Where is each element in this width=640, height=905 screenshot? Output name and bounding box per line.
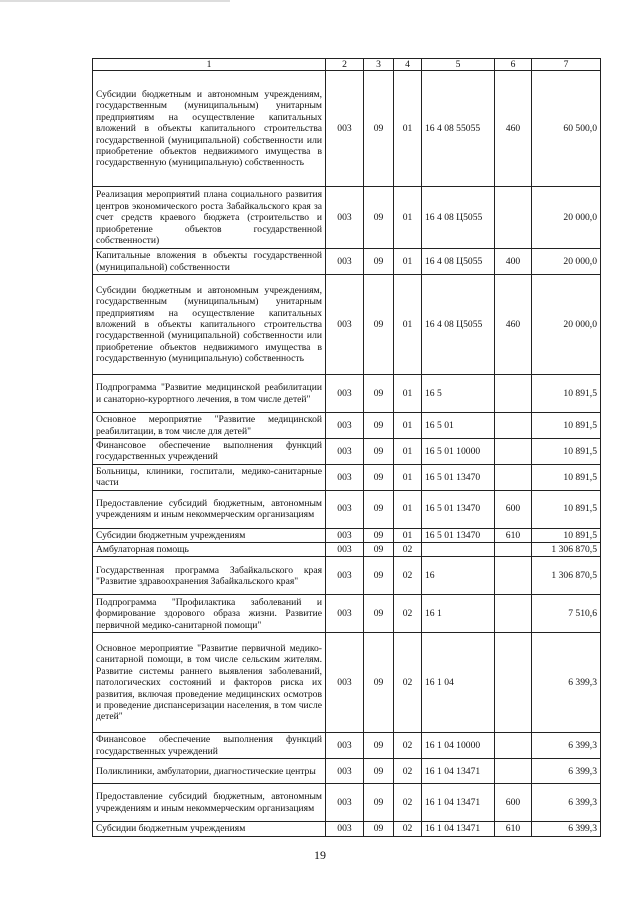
amount: 10 891,5 — [532, 413, 601, 439]
ministry-code: 003 — [326, 543, 364, 557]
expense-type-code — [495, 439, 532, 465]
item-name: Финансовое обеспечение выполнения функций государственных учреждений — [93, 439, 326, 465]
subsection-code: 02 — [394, 633, 422, 733]
table-row — [93, 439, 601, 465]
section-code: 09 — [364, 733, 394, 759]
column-header: 4 — [394, 59, 422, 71]
page-number: 19 — [314, 848, 326, 862]
amount: 6 399,3 — [532, 733, 601, 759]
section-code: 09 — [364, 71, 394, 187]
target-article-code: 16 1 04 — [422, 633, 495, 733]
item-name: Реализация мероприятий плана социального развития центров экономического роста Забайкальского края за счет средств краевого бюджета (строительство и приобретение объектов государственной собственности) — [93, 187, 326, 249]
ministry-code: 003 — [326, 595, 364, 633]
table-row — [93, 733, 601, 759]
amount: 6 399,3 — [532, 759, 601, 784]
amount: 1 306 870,5 — [532, 543, 601, 557]
expense-type-code — [495, 375, 532, 413]
subsection-code: 02 — [394, 543, 422, 557]
section-code: 09 — [364, 784, 394, 822]
subsection-code: 01 — [394, 375, 422, 413]
amount: 6 399,3 — [532, 633, 601, 733]
section-code: 09 — [364, 464, 394, 490]
expense-type-code: 460 — [495, 71, 532, 187]
ministry-code: 003 — [326, 413, 364, 439]
subsection-code: 01 — [394, 528, 422, 542]
column-header: 3 — [364, 59, 394, 71]
amount: 20 000,0 — [532, 187, 601, 249]
subsection-code: 01 — [394, 413, 422, 439]
amount: 10 891,5 — [532, 528, 601, 542]
target-article-code: 16 — [422, 557, 495, 595]
table-row — [93, 275, 601, 375]
table-row — [93, 784, 601, 822]
ministry-code: 003 — [326, 187, 364, 249]
subsection-code: 02 — [394, 822, 422, 836]
target-article-code: 16 5 01 13470 — [422, 528, 495, 542]
item-name: Основное мероприятие "Развитие медицинской реабилитации, в том числе для детей" — [93, 413, 326, 439]
expense-type-code — [495, 633, 532, 733]
expense-type-code: 610 — [495, 822, 532, 836]
section-code: 09 — [364, 822, 394, 836]
section-code: 09 — [364, 528, 394, 542]
item-name: Подпрограмма "Развитие медицинской реабилитации и санаторно-курортного лечения, в том числе детей" — [93, 375, 326, 413]
expense-type-code — [495, 733, 532, 759]
table-row — [93, 464, 601, 490]
table-row — [93, 822, 601, 836]
subsection-code: 01 — [394, 464, 422, 490]
amount: 20 000,0 — [532, 275, 601, 375]
expense-type-code: 600 — [495, 784, 532, 822]
amount: 7 510,6 — [532, 595, 601, 633]
amount: 10 891,5 — [532, 439, 601, 465]
column-header: 2 — [326, 59, 364, 71]
ministry-code: 003 — [326, 733, 364, 759]
target-article-code: 16 1 04 13471 — [422, 759, 495, 784]
item-name: Подпрограмма "Профилактика заболеваний и формирование здорового образа жизни. Развитие первичной медико-санитарной помощи" — [93, 595, 326, 633]
item-name: Субсидии бюджетным и автономным учреждениям, государственным (муниципальным) унитарным предприятиям на осуществление капитальных вложений в объекты капитального строительства государственной (муниципальной) собственности или приобретение объектов недвижимого имущества в государственную (муниципальную) собственность — [93, 71, 326, 187]
table-row — [93, 528, 601, 542]
expense-type-code — [495, 543, 532, 557]
item-name: Основное мероприятие "Развитие первичной медико-санитарной помощи, в том числе сельским жителям. Развитие системы раннего выявления заболеваний, патологических состояний и факторов риска их развития, включая проведение медицинских осмотров и проведение диспансеризации населения, в том числе детей" — [93, 633, 326, 733]
subsection-code: 02 — [394, 784, 422, 822]
table-row — [93, 249, 601, 275]
subsection-code: 01 — [394, 275, 422, 375]
target-article-code: 16 4 08 Ц5055 — [422, 187, 495, 249]
target-article-code: 16 1 04 13471 — [422, 822, 495, 836]
expense-type-code — [495, 413, 532, 439]
section-code: 09 — [364, 490, 394, 528]
target-article-code: 16 5 01 13470 — [422, 490, 495, 528]
item-name: Амбулаторная помощь — [93, 543, 326, 557]
section-code: 09 — [364, 275, 394, 375]
expense-type-code: 610 — [495, 528, 532, 542]
table-row — [93, 595, 601, 633]
ministry-code: 003 — [326, 464, 364, 490]
subsection-code: 02 — [394, 557, 422, 595]
amount: 1 306 870,5 — [532, 557, 601, 595]
table-row — [93, 375, 601, 413]
column-header: 6 — [495, 59, 532, 71]
table-header-row — [93, 59, 601, 71]
ministry-code: 003 — [326, 759, 364, 784]
section-code: 09 — [364, 375, 394, 413]
table-row — [93, 759, 601, 784]
amount: 10 891,5 — [532, 375, 601, 413]
target-article-code: 16 5 — [422, 375, 495, 413]
ministry-code: 003 — [326, 557, 364, 595]
budget-table — [92, 58, 601, 837]
section-code: 09 — [364, 187, 394, 249]
target-article-code: 16 4 08 Ц5055 — [422, 275, 495, 375]
amount: 10 891,5 — [532, 490, 601, 528]
target-article-code: 16 1 04 13471 — [422, 784, 495, 822]
section-code: 09 — [364, 249, 394, 275]
subsection-code: 02 — [394, 759, 422, 784]
expense-type-code — [495, 187, 532, 249]
item-name: Предоставление субсидий бюджетным, автономным учреждениям и иным некоммерческим организациям — [93, 784, 326, 822]
item-name: Поликлиники, амбулатории, диагностические центры — [93, 759, 326, 784]
target-article-code: 16 1 — [422, 595, 495, 633]
target-article-code — [422, 543, 495, 557]
target-article-code: 16 5 01 10000 — [422, 439, 495, 465]
subsection-code: 01 — [394, 249, 422, 275]
column-header: 1 — [93, 59, 326, 71]
item-name: Государственная программа Забайкальского края "Развитие здравоохранения Забайкальского края" — [93, 557, 326, 595]
item-name: Финансовое обеспечение выполнения функций государственных учреждений — [93, 733, 326, 759]
target-article-code: 16 5 01 — [422, 413, 495, 439]
subsection-code: 02 — [394, 595, 422, 633]
column-header: 5 — [422, 59, 495, 71]
item-name: Больницы, клиники, госпитали, медико-санитарные части — [93, 464, 326, 490]
table-row — [93, 543, 601, 557]
expense-type-code: 400 — [495, 249, 532, 275]
subsection-code: 01 — [394, 71, 422, 187]
ministry-code: 003 — [326, 633, 364, 733]
item-name: Субсидии бюджетным учреждениям — [93, 822, 326, 836]
amount: 6 399,3 — [532, 822, 601, 836]
section-code: 09 — [364, 595, 394, 633]
item-name: Субсидии бюджетным и автономным учреждениям, государственным (муниципальным) унитарным предприятиям на осуществление капитальных вложений в объекты капитального строительства государственной (муниципальной) собственности или приобретение объектов недвижимого имущества в государственную (муниципальную) собственность — [93, 275, 326, 375]
scan-edge-line — [0, 0, 230, 2]
subsection-code: 02 — [394, 733, 422, 759]
expense-type-code — [495, 759, 532, 784]
expense-type-code — [495, 557, 532, 595]
subsection-code: 01 — [394, 439, 422, 465]
target-article-code: 16 4 08 Ц5055 — [422, 249, 495, 275]
ministry-code: 003 — [326, 784, 364, 822]
ministry-code: 003 — [326, 822, 364, 836]
expense-type-code: 460 — [495, 275, 532, 375]
ministry-code: 003 — [326, 71, 364, 187]
table-row — [93, 557, 601, 595]
section-code: 09 — [364, 557, 394, 595]
section-code: 09 — [364, 543, 394, 557]
section-code: 09 — [364, 633, 394, 733]
section-code: 09 — [364, 759, 394, 784]
table-row — [93, 633, 601, 733]
expense-type-code: 600 — [495, 490, 532, 528]
expense-type-code — [495, 595, 532, 633]
amount: 60 500,0 — [532, 71, 601, 187]
target-article-code: 16 5 01 13470 — [422, 464, 495, 490]
ministry-code: 003 — [326, 490, 364, 528]
ministry-code: 003 — [326, 528, 364, 542]
target-article-code: 16 4 08 55055 — [422, 71, 495, 187]
section-code: 09 — [364, 439, 394, 465]
table-row — [93, 71, 601, 187]
table-row — [93, 187, 601, 249]
table-row — [93, 490, 601, 528]
ministry-code: 003 — [326, 375, 364, 413]
ministry-code: 003 — [326, 249, 364, 275]
ministry-code: 003 — [326, 275, 364, 375]
amount: 6 399,3 — [532, 784, 601, 822]
item-name: Капитальные вложения в объекты государственной (муниципальной) собственности — [93, 249, 326, 275]
amount: 20 000,0 — [532, 249, 601, 275]
column-header: 7 — [532, 59, 601, 71]
item-name: Субсидии бюджетным учреждениям — [93, 528, 326, 542]
table-row — [93, 413, 601, 439]
item-name: Предоставление субсидий бюджетным, автономным учреждениям и иным некоммерческим организациям — [93, 490, 326, 528]
amount: 10 891,5 — [532, 464, 601, 490]
section-code: 09 — [364, 413, 394, 439]
expense-type-code — [495, 464, 532, 490]
ministry-code: 003 — [326, 439, 364, 465]
subsection-code: 01 — [394, 187, 422, 249]
subsection-code: 01 — [394, 490, 422, 528]
target-article-code: 16 1 04 10000 — [422, 733, 495, 759]
